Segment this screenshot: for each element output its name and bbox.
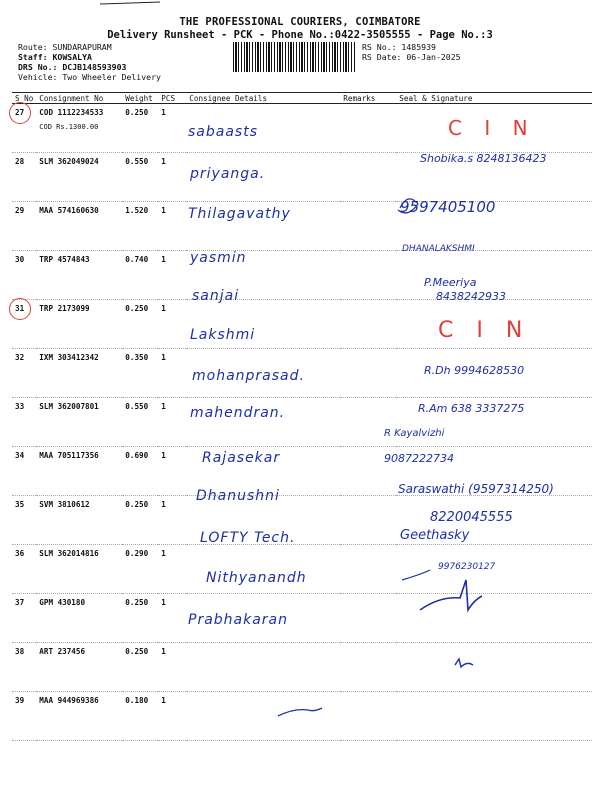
col-signature: Seal & Signature [396, 93, 592, 104]
sno-cell-text: 35 [15, 500, 25, 509]
sno-cell-text: 30 [15, 255, 25, 264]
signature-text: 8438242933 [436, 290, 506, 303]
cin-mark: C I N [438, 318, 531, 343]
col-pcs: PCS [158, 93, 186, 104]
pcs-cell-text: 1 [161, 304, 166, 313]
consignment-cell-text: TRP 2173099 [39, 304, 90, 313]
signature-scribble [398, 199, 418, 213]
handwritten-name: priyanga. [190, 166, 266, 182]
route: Route: SUNDARAPURAM [18, 42, 112, 52]
handwritten-name: mahendran. [190, 405, 286, 421]
signature-scribble [402, 570, 430, 580]
signature-text: DHANALAKSHMI [402, 244, 475, 254]
company-title: THE PROFESSIONAL COURIERS, COIMBATORE [179, 16, 421, 28]
signature-text: 9976230127 [438, 562, 496, 572]
signature-text: R Kayalvizhi [384, 428, 445, 439]
sno-cell-text: 33 [15, 402, 25, 411]
pcs-cell-text: 1 [161, 108, 166, 117]
handwritten-name: Thilagavathy [188, 206, 291, 222]
handwritten-name: LOFTY Tech. [200, 530, 296, 546]
consignment-cell-text: SVM 3810612 [39, 500, 90, 509]
handwritten-name: sanjai [192, 288, 240, 304]
pcs-cell-text: 1 [161, 598, 166, 607]
pcs-cell-text: 1 [161, 696, 166, 705]
weight-cell-text: 0.250 [125, 598, 149, 607]
handwritten-name: Lakshmi [190, 327, 256, 343]
pcs-cell-text: 1 [161, 549, 166, 558]
top-mark [100, 2, 160, 4]
pcs-cell-text: 1 [161, 206, 166, 215]
pcs-cell-text: 1 [161, 402, 166, 411]
handwritten-name: Dhanushni [196, 488, 280, 504]
sno-cell-text: 39 [15, 696, 25, 705]
col-weight: Weight [122, 93, 158, 104]
pcs-cell-text: 1 [161, 353, 166, 362]
signature-text: 9087222734 [384, 452, 454, 465]
signature-text: Geethasky [400, 528, 470, 543]
signature-scribble [455, 659, 473, 667]
signature-text: Saraswathi (9597314250) [398, 482, 554, 496]
sno-cell-text: 28 [15, 157, 25, 166]
consignment-cell-text: MAA 574160630 [39, 206, 99, 215]
consignment-cell-text: SLM 362049024 [39, 157, 99, 166]
consignment-cell-text: TRP 4574843 [39, 255, 90, 264]
rs-date: RS Date: 06-Jan-2025 [362, 52, 461, 62]
consignment-cell-text: COD 1112234533 [39, 108, 104, 117]
signature-text: R.Dh 9994628530 [424, 364, 525, 377]
weight-cell-text: 0.550 [125, 402, 149, 411]
pcs-cell-text: 1 [161, 647, 166, 656]
consignment-cell-text: IXM 303412342 [39, 353, 99, 362]
staff: Staff: KOWSALYA [18, 52, 92, 62]
handwritten-name: mohanprasad. [192, 368, 305, 384]
consignment-cell-text: GPM 430180 [39, 598, 86, 607]
signature-text: 8220045555 [430, 510, 513, 525]
pcs-cell-text: 1 [161, 255, 166, 264]
cod-amount: COD Rs.1300.00 [39, 123, 99, 131]
signature-scribble [278, 708, 322, 716]
weight-cell-text: 0.180 [125, 696, 149, 705]
vehicle: Vehicle: Two Wheeler Delivery [18, 72, 161, 82]
col-consignment: Consignment No [36, 93, 122, 104]
pcs-cell-text: 1 [161, 500, 166, 509]
signature-scribble [420, 580, 482, 610]
sno-cell-text: 38 [15, 647, 25, 656]
signature-text: P.Meeriya [424, 276, 477, 289]
sno-cell-text: 36 [15, 549, 25, 558]
signature-text: 9597405100 [400, 198, 496, 216]
weight-cell-text: 0.350 [125, 353, 149, 362]
weight-cell-text: 0.740 [125, 255, 149, 264]
sno-cell-text: 27 [15, 108, 25, 117]
consignment-cell-text: ART 237456 [39, 647, 86, 656]
weight-cell-text: 0.690 [125, 451, 149, 460]
pcs-cell-text: 1 [161, 451, 166, 460]
col-remarks: Remarks [340, 93, 396, 104]
col-consignee: Consignee Details [186, 93, 340, 104]
handwritten-name: Nithyanandh [206, 570, 307, 586]
signature-text: Shobika.s 8248136423 [420, 152, 547, 165]
consignment-cell-text: SLM 362014816 [39, 549, 99, 558]
drs-number: DRS No.: DCJB148593903 [18, 62, 127, 72]
consignment-cell-text: SLM 362007801 [39, 402, 99, 411]
weight-cell-text: 1.520 [125, 206, 149, 215]
pcs-cell-text: 1 [161, 157, 166, 166]
handwritten-name: Rajasekar [202, 450, 281, 466]
sno-cell-text: 29 [15, 206, 25, 215]
weight-cell-text: 0.250 [125, 647, 149, 656]
weight-cell-text: 0.250 [125, 304, 149, 313]
sno-cell-text: 37 [15, 598, 25, 607]
weight-cell-text: 0.550 [125, 157, 149, 166]
weight-cell-text: 0.290 [125, 549, 149, 558]
col-sno: S No [12, 93, 36, 104]
handwritten-name: yasmin [190, 250, 247, 266]
cin-mark: C I N [448, 116, 536, 140]
handwritten-name: Prabhakaran [188, 612, 289, 628]
sheet-title: Delivery Runsheet - PCK - Phone No.:0422-3505555 - Page No.:3 [107, 29, 493, 41]
signature-text: R.Am 638 3337275 [418, 402, 525, 415]
consignment-cell-text: MAA 944969386 [39, 696, 99, 705]
consignment-cell-text: MAA 705117356 [39, 451, 99, 460]
sno-cell-text: 34 [15, 451, 25, 460]
handwritten-name: sabaasts [188, 124, 258, 140]
weight-cell-text: 0.250 [125, 500, 149, 509]
weight-cell-text: 0.250 [125, 108, 149, 117]
sno-cell-text: 32 [15, 353, 25, 362]
sno-cell-text: 31 [15, 304, 25, 313]
rs-number: RS No.: 1485939 [362, 42, 436, 52]
